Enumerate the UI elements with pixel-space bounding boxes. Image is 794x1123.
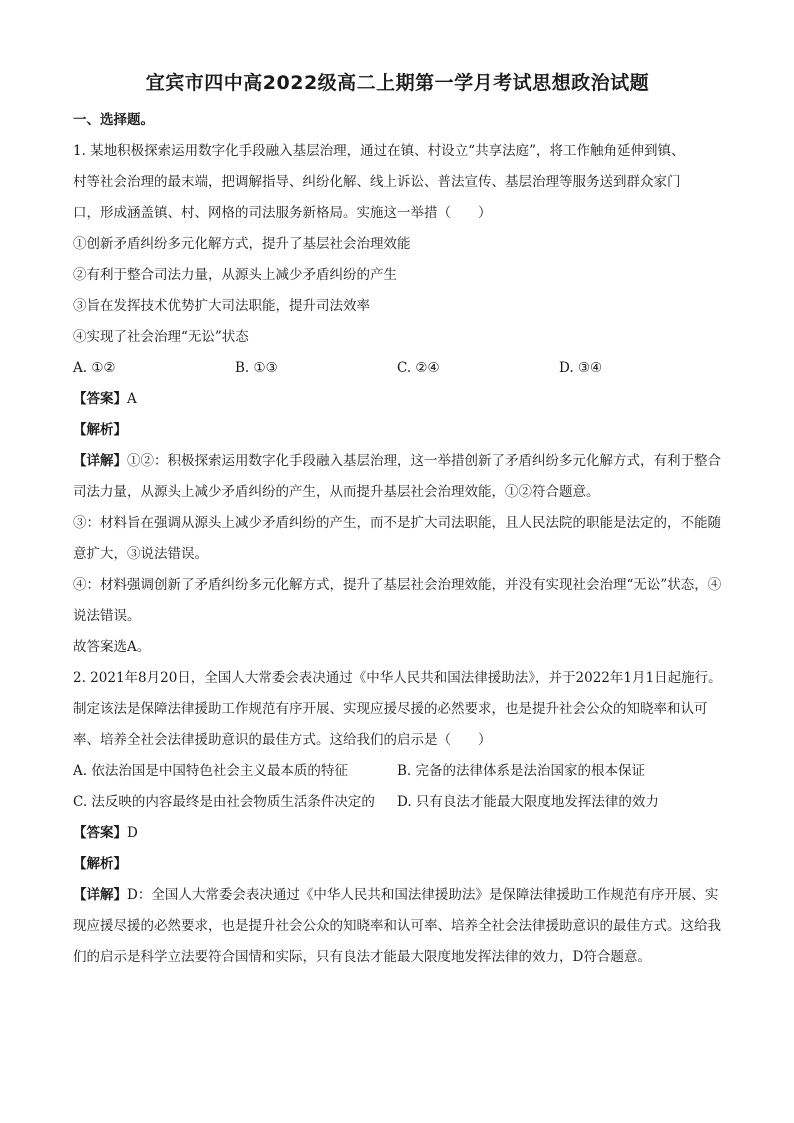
- q1-statement-4: ④实现了社会治理“无讼”状态: [73, 329, 249, 345]
- q1-answer: [73, 384, 722, 415]
- q1-conclusion: 故答案选A。: [73, 639, 151, 655]
- q1-analysis: [73, 415, 722, 446]
- q2-answer-value: D: [127, 825, 138, 841]
- q1-detail-3: ④：材料强调创新了矛盾纠纷多元化解方式，提升了基层社会治理效能，并没有实现社会治理“无讼”状态，④说法错误。: [73, 577, 722, 624]
- q2-options-row-1: [73, 756, 722, 787]
- page-title: 宜宾市四中高2022级高二上期第一学月考试思想政治试题: [145, 72, 650, 94]
- q1-answer-tag: 【答案】: [73, 391, 127, 407]
- q2-option-d: D. 只有良法才能最大限度地发挥法律的效力: [397, 794, 659, 810]
- q2-detail: [73, 880, 722, 973]
- q2-options-row-2: [73, 787, 722, 818]
- q1-answer-value: A: [127, 391, 137, 407]
- q1-stem-line-1: 1. 某地积极探索运用数字化手段融入基层治理，通过在镇、村设立“共享法庭”，将工作触角延伸到镇、: [73, 143, 685, 159]
- q1-detail-text-1: ①②：积极探索运用数字化手段融入基层治理，这一举措创新了矛盾纠纷多元化解方式，有利于整合司法力量，从源头上减少矛盾纠纷的产生，从而提升基层社会治理效能，①②符合题意。: [73, 453, 721, 500]
- q2-answer-tag: 【答案】: [73, 825, 127, 841]
- q1-stem-line-3: 口，形成涵盖镇、村、网格的司法服务新格局。实施这一举措（ ）: [73, 205, 492, 221]
- q2-stem: 2. 2021年8月20日，全国人大常委会表决通过《中华人民共和国法律援助法》，并于2022年1月1日起施行。制定该法是保障法律援助工作规范有序开展、实现应援尽援的必然要求，也是提升社会公众的知晓率和认可率、培养全社会法律援助意识的最佳方式。这给我们的启示是（ ）: [73, 670, 722, 748]
- q1-statement-2: ②有利于整合司法力量，从源头上减少矛盾纠纷的产生: [73, 267, 397, 283]
- q1-analysis-tag: 【解析】: [73, 422, 127, 438]
- q1-detail-1: [73, 446, 722, 508]
- question-1: [73, 136, 722, 663]
- q1-statement-3: ③旨在发挥技术优势扩大司法职能，提升司法效率: [73, 298, 370, 314]
- q1-detail-tag: 【详解】: [73, 453, 127, 469]
- q2-detail-tag: 【详解】: [73, 887, 127, 903]
- q2-analysis: [73, 849, 722, 880]
- q2-option-c: C. 法反映的内容最终是由社会物质生活条件决定的: [73, 794, 375, 810]
- q2-detail-text: D：全国人大常委会表决通过《中华人民共和国法律援助法》是保障法律援助工作规范有序开展、实现应援尽援的必然要求，也是提升社会公众的知晓率和认可率、培养全社会法律援助意识的最佳方式。这给我们的启示是科学立法要符合国情和实际，只有良法才能最大限度地发挥法律的效力，D符合题意。: [73, 887, 721, 965]
- q1-option-d: D. ③④: [559, 360, 603, 376]
- q1-option-b: B. ①③: [235, 360, 278, 376]
- q2-analysis-tag: 【解析】: [73, 856, 127, 872]
- q2-option-b: B. 完备的法律体系是法治国家的根本保证: [397, 763, 646, 779]
- q1-option-a: A. ①②: [73, 360, 116, 376]
- q1-statement-1: ①创新矛盾纠纷多元化解方式，提升了基层社会治理效能: [73, 236, 411, 252]
- q1-options: [73, 353, 722, 384]
- q2-option-a: A. 依法治国是中国特色社会主义最本质的特征: [73, 763, 348, 779]
- q1-option-c: C. ②④: [397, 360, 440, 376]
- section-heading: 一、选择题。: [73, 112, 154, 128]
- q1-stem-line-2: 村等社会治理的最末端，把调解指导、纠纷化解、线上诉讼、普法宣传、基层治理等服务送到群众家门: [73, 174, 681, 190]
- question-2: [73, 663, 722, 973]
- q1-detail-2: ③：材料旨在强调从源头上减少矛盾纠纷的产生，而不是扩大司法职能，且人民法院的职能是法定的，不能随意扩大，③说法错误。: [73, 515, 721, 562]
- q2-answer: [73, 818, 722, 849]
